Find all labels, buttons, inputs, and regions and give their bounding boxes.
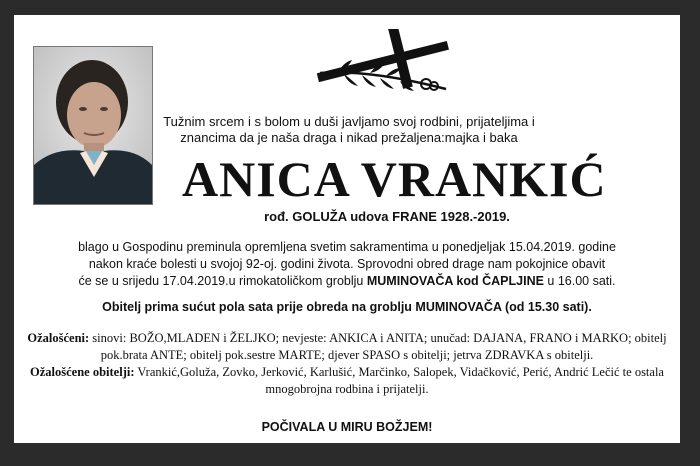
body-line-post: u 16.00 sati. xyxy=(543,274,616,288)
families-names: Vrankić,Goluža, Zovko, Jerković, Karlušić, Marčinko, Salopek, Vidačković, Perić, Andrić Lečić te ostala mnogobrojna rodbina i prijatelji. xyxy=(134,365,664,396)
mourners-paragraph xyxy=(26,330,668,364)
intro-text: Tužnim srcem i s bolom u duši javljamo svoj rodbini, prijateljima i znancima da je naša draga i nikad prežaljena:majka i baka xyxy=(163,114,535,145)
obituary-notice xyxy=(14,15,680,443)
cross-with-palm-icon xyxy=(308,29,458,95)
mourners-label: Ožalošćeni: xyxy=(27,331,90,345)
families-label: Ožalošćene obitelji: xyxy=(30,365,135,379)
body-line-pre: će se u srijedu 17.04.2019.u rimokatoličkom groblju xyxy=(78,274,367,288)
cemetery-name: MUMINOVAČA kod ČAPLJINE xyxy=(366,274,544,288)
mourners-names: sinovi: BOŽO,MLADEN i ŽELJKO; nevjeste: ANKICA i ANITA; unučad: DAJANA, FRANO i MARKO; obitelj pok.brata ANTE; obitelj pok.sestre MARTE; djever SPASO s obitelji; jetrva ZDRAVKA s obitelji. xyxy=(89,331,667,362)
families-paragraph xyxy=(26,364,668,398)
body-line xyxy=(26,273,668,290)
closing-line: POČIVALA U MIRU BOŽJEM! xyxy=(261,420,433,434)
body-line: nakon kraće bolesti u svojoj 92-oj. godini života. Sprovodni obred drage nam pokojnice obavit xyxy=(88,257,606,271)
maiden-name-and-dates: rođ. GOLUŽA udova FRANE 1928.-2019. xyxy=(264,209,510,224)
condolence-note: Obitelj prima sućut pola sata prije obreda na groblju MUMINOVAČA (od 15.30 sati). xyxy=(102,300,592,314)
deceased-name: ANICA VRANKIĆ xyxy=(182,151,607,207)
portrait-photo xyxy=(33,46,153,205)
announcement-body xyxy=(26,239,668,290)
mourners-list xyxy=(26,330,668,398)
body-line: blago u Gospodinu preminula opremljena svetim sakramentima u ponedjeljak 15.04.2019. godine xyxy=(78,240,616,254)
